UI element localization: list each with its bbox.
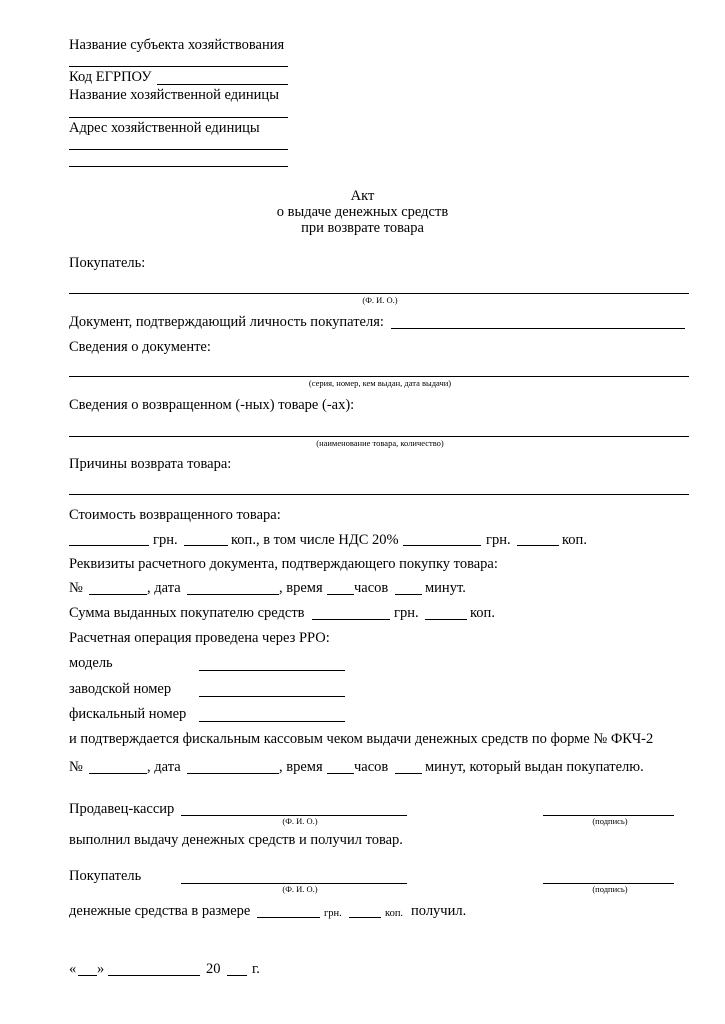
egrpou-line bbox=[157, 84, 288, 85]
amount-paid-grn-unit: грн. bbox=[394, 605, 419, 621]
cost-kop-line bbox=[184, 545, 228, 546]
date-open-quote: « bbox=[69, 961, 77, 977]
date-month-line bbox=[108, 975, 200, 976]
buyer-sign-label: Покупатель bbox=[69, 868, 142, 884]
title-line-1: Акт bbox=[350, 188, 375, 204]
check-minutes-line bbox=[395, 773, 422, 774]
entity-name-line bbox=[69, 66, 288, 67]
receipt-doc-label: Реквизиты расчетного документа, подтверждающего покупку товара: bbox=[69, 556, 498, 572]
check-no-line bbox=[89, 773, 147, 774]
doc-details-label: Сведения о документе: bbox=[69, 339, 211, 355]
date-day-line bbox=[78, 975, 97, 976]
returned-goods-caption: (наименование товара, количество) bbox=[316, 438, 444, 448]
vat-grn-line bbox=[403, 545, 481, 546]
receipt-minutes-line bbox=[395, 594, 422, 595]
amount-paid-label: Сумма выданных покупателю средств bbox=[69, 605, 305, 621]
check-date-line bbox=[187, 773, 279, 774]
date-year-suffix: г. bbox=[252, 961, 260, 977]
buyer-amount-kop-line bbox=[349, 917, 381, 918]
buyer-sign-fio-caption: (Ф. И. О.) bbox=[282, 884, 318, 894]
return-reasons-line bbox=[69, 494, 689, 495]
date-year-prefix: 20 bbox=[206, 961, 221, 977]
receipt-date-line bbox=[187, 594, 279, 595]
identity-doc-label: Документ, подтверждающий личность покупателя: bbox=[69, 314, 384, 330]
return-reasons-label: Причины возврата товара: bbox=[69, 456, 232, 472]
receipt-no-symbol: № bbox=[69, 580, 83, 596]
cost-grn-unit: грн. bbox=[153, 532, 178, 548]
vat-grn-unit: грн. bbox=[486, 532, 511, 548]
unit-name-line bbox=[69, 117, 288, 118]
cost-kop-vat-text: коп., в том числе НДС 20% bbox=[231, 532, 399, 548]
cashier-note: выполнил выдачу денежных средств и получил товар. bbox=[69, 832, 403, 848]
unit-address-line-2 bbox=[69, 166, 288, 167]
title-line-3: при возврате товара bbox=[301, 220, 424, 236]
cashier-sign-caption: (подпись) bbox=[592, 816, 628, 826]
unit-address-line-1 bbox=[69, 149, 288, 150]
rro-label: Расчетная операция проведена через РРО: bbox=[69, 630, 330, 646]
cashier-fio-caption: (Ф. И. О.) bbox=[282, 816, 318, 826]
cost-grn-line bbox=[69, 545, 149, 546]
buyer-line bbox=[69, 293, 689, 294]
returned-goods-label: Сведения о возвращенном (-ных) товаре (-ах): bbox=[69, 397, 355, 413]
receipt-time-label: , время bbox=[279, 580, 323, 596]
buyer-amount-kop-unit: коп. bbox=[385, 908, 404, 919]
check-time-label: , время bbox=[279, 759, 323, 775]
receipt-minutes-label: минут. bbox=[425, 580, 466, 596]
check-no-symbol: № bbox=[69, 759, 83, 775]
rro-model-label: модель bbox=[69, 655, 113, 671]
date-close-quote: » bbox=[97, 961, 105, 977]
buyer-amount-grn-line bbox=[257, 917, 320, 918]
buyer-label: Покупатель: bbox=[69, 255, 146, 271]
receipt-hours-line bbox=[327, 594, 354, 595]
check-date-label: , дата bbox=[147, 759, 181, 775]
buyer-received-text: получил. bbox=[411, 903, 467, 919]
cost-label: Стоимость возвращенного товара: bbox=[69, 507, 281, 523]
check-hours-label: часов bbox=[354, 759, 389, 775]
fiscal-check-text: и подтверждается фискальным кассовым чеком выдачи денежных средств по форме № ФКЧ-2 bbox=[69, 731, 654, 747]
entity-name-label: Название субъекта хозяйствования bbox=[69, 37, 285, 53]
cashier-label: Продавец-кассир bbox=[69, 801, 175, 817]
buyer-sign-caption: (подпись) bbox=[592, 884, 628, 894]
amount-paid-kop-unit: коп. bbox=[470, 605, 495, 621]
rro-model-line bbox=[199, 670, 345, 671]
rro-serial-label: заводской номер bbox=[69, 681, 172, 697]
check-hours-line bbox=[327, 773, 354, 774]
rro-serial-line bbox=[199, 696, 345, 697]
unit-name-label: Название хозяйственной единицы bbox=[69, 87, 279, 103]
buyer-amount-grn-unit: грн. bbox=[324, 908, 342, 919]
amount-paid-kop-line bbox=[425, 619, 467, 620]
receipt-no-line bbox=[89, 594, 147, 595]
check-minutes-issued-text: минут, который выдан покупателю. bbox=[425, 759, 644, 775]
buyer-amount-prefix: денежные средства в размере bbox=[69, 903, 251, 919]
unit-address-label: Адрес хозяйственной единицы bbox=[69, 120, 260, 136]
amount-paid-grn-line bbox=[312, 619, 390, 620]
doc-details-caption: (серия, номер, кем выдан, дата выдачи) bbox=[308, 378, 452, 388]
buyer-fio-caption: (Ф. И. О.) bbox=[362, 295, 398, 305]
receipt-date-label: , дата bbox=[147, 580, 181, 596]
vat-kop-line bbox=[517, 545, 559, 546]
receipt-hours-label: часов bbox=[354, 580, 389, 596]
date-year-line bbox=[227, 975, 247, 976]
egrpou-label: Код ЕГРПОУ bbox=[69, 69, 152, 85]
rro-fiscal-line bbox=[199, 721, 345, 722]
identity-doc-line bbox=[391, 328, 685, 329]
doc-details-line bbox=[69, 376, 689, 377]
returned-goods-line bbox=[69, 436, 689, 437]
vat-kop-unit: коп. bbox=[562, 532, 587, 548]
rro-fiscal-label: фискальный номер bbox=[69, 706, 187, 722]
title-line-2: о выдаче денежных средств bbox=[276, 204, 449, 220]
